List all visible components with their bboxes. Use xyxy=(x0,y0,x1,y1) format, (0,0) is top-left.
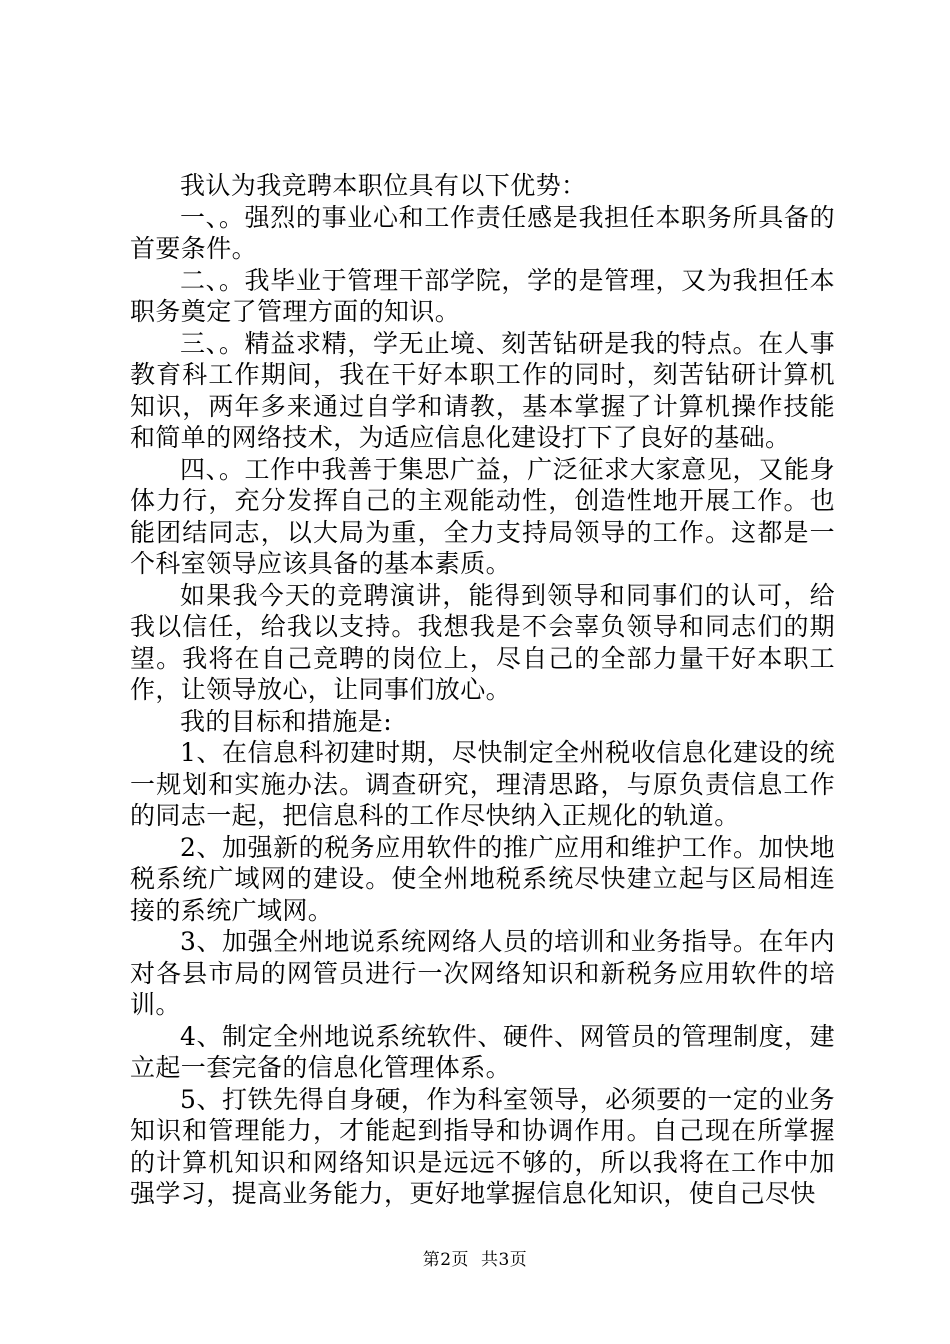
page-number: 第2页 xyxy=(422,1250,470,1270)
paragraph-advantage-1: 一、。强烈的事业心和工作责任感是我担任本职务所具备的首要条件。 xyxy=(130,202,835,263)
paragraph-advantage-2: 二、。我毕业于管理干部学院，学的是管理，又为我担任本职务奠定了管理方面的知识。 xyxy=(130,265,835,326)
paragraph-goals-intro: 我的目标和措施是: xyxy=(180,706,393,736)
paragraph-advantage-3: 三、。精益求精，学无止境、刻苦钻研是我的特点。在人事教育科工作期间，我在干好本职工作的同时，刻苦钻研计算机知识，两年多来通过自学和请教，基本掌握了计算机操作技能和简单的网络技术，为适应信息化建设打下了良好的基础。 xyxy=(130,328,835,452)
paragraph-pledge: 如果我今天的竞聘演讲，能得到领导和同事们的认可，给我以信任，给我以支持。我想我是不会辜负领导和同志们的期望。我将在自己竞聘的岗位上，尽自己的全部力量干好本职工作，让领导放心，让同事们放心。 xyxy=(130,580,835,704)
paragraph-goal-5: 5、打铁先得自身硬，作为科室领导，必须要的一定的业务知识和管理能力，才能起到指导和协调作用。自己现在所掌握的计算机知识和网络知识是远远不够的，所以我将在工作中加强学习，提高业务能力，更好地掌握信息化知识，使自己尽快 xyxy=(130,1084,835,1208)
paragraph-goal-3: 3、加强全州地说系统网络人员的培训和业务指导。在年内对各县市局的网管员进行一次网络知识和新税务应用软件的培训。 xyxy=(130,927,835,1019)
paragraph-goal-4: 4、制定全州地说系统软件、硬件、网管员的管理制度，建立起一套完备的信息化管理体系。 xyxy=(130,1021,835,1082)
document-body xyxy=(130,170,835,1210)
paragraph-goal-2: 2、加强新的税务应用软件的推广应用和维护工作。加快地税系统广域网的建设。使全州地税系统尽快建立起与区局相连接的系统广域网。 xyxy=(130,832,835,925)
page-footer xyxy=(0,1245,950,1270)
paragraph-advantage-4: 四、。工作中我善于集思广益，广泛征求大家意见，又能身体力行，充分发挥自己的主观能动性，创造性地开展工作。也能团结同志，以大局为重，全力支持局领导的工作。这都是一个科室领导应该具备的基本素质。 xyxy=(130,454,835,578)
paragraph-advantages-intro: 我认为我竞聘本职位具有以下优势： xyxy=(180,171,587,200)
page-total: 共3页 xyxy=(480,1250,528,1270)
paragraph-goal-1: 1、在信息科初建时期，尽快制定全州税收信息化建设的统一规划和实施办法。调查研究，理清思路，与原负责信息工作的同志一起，把信息科的工作尽快纳入正规化的轨道。 xyxy=(130,738,835,830)
